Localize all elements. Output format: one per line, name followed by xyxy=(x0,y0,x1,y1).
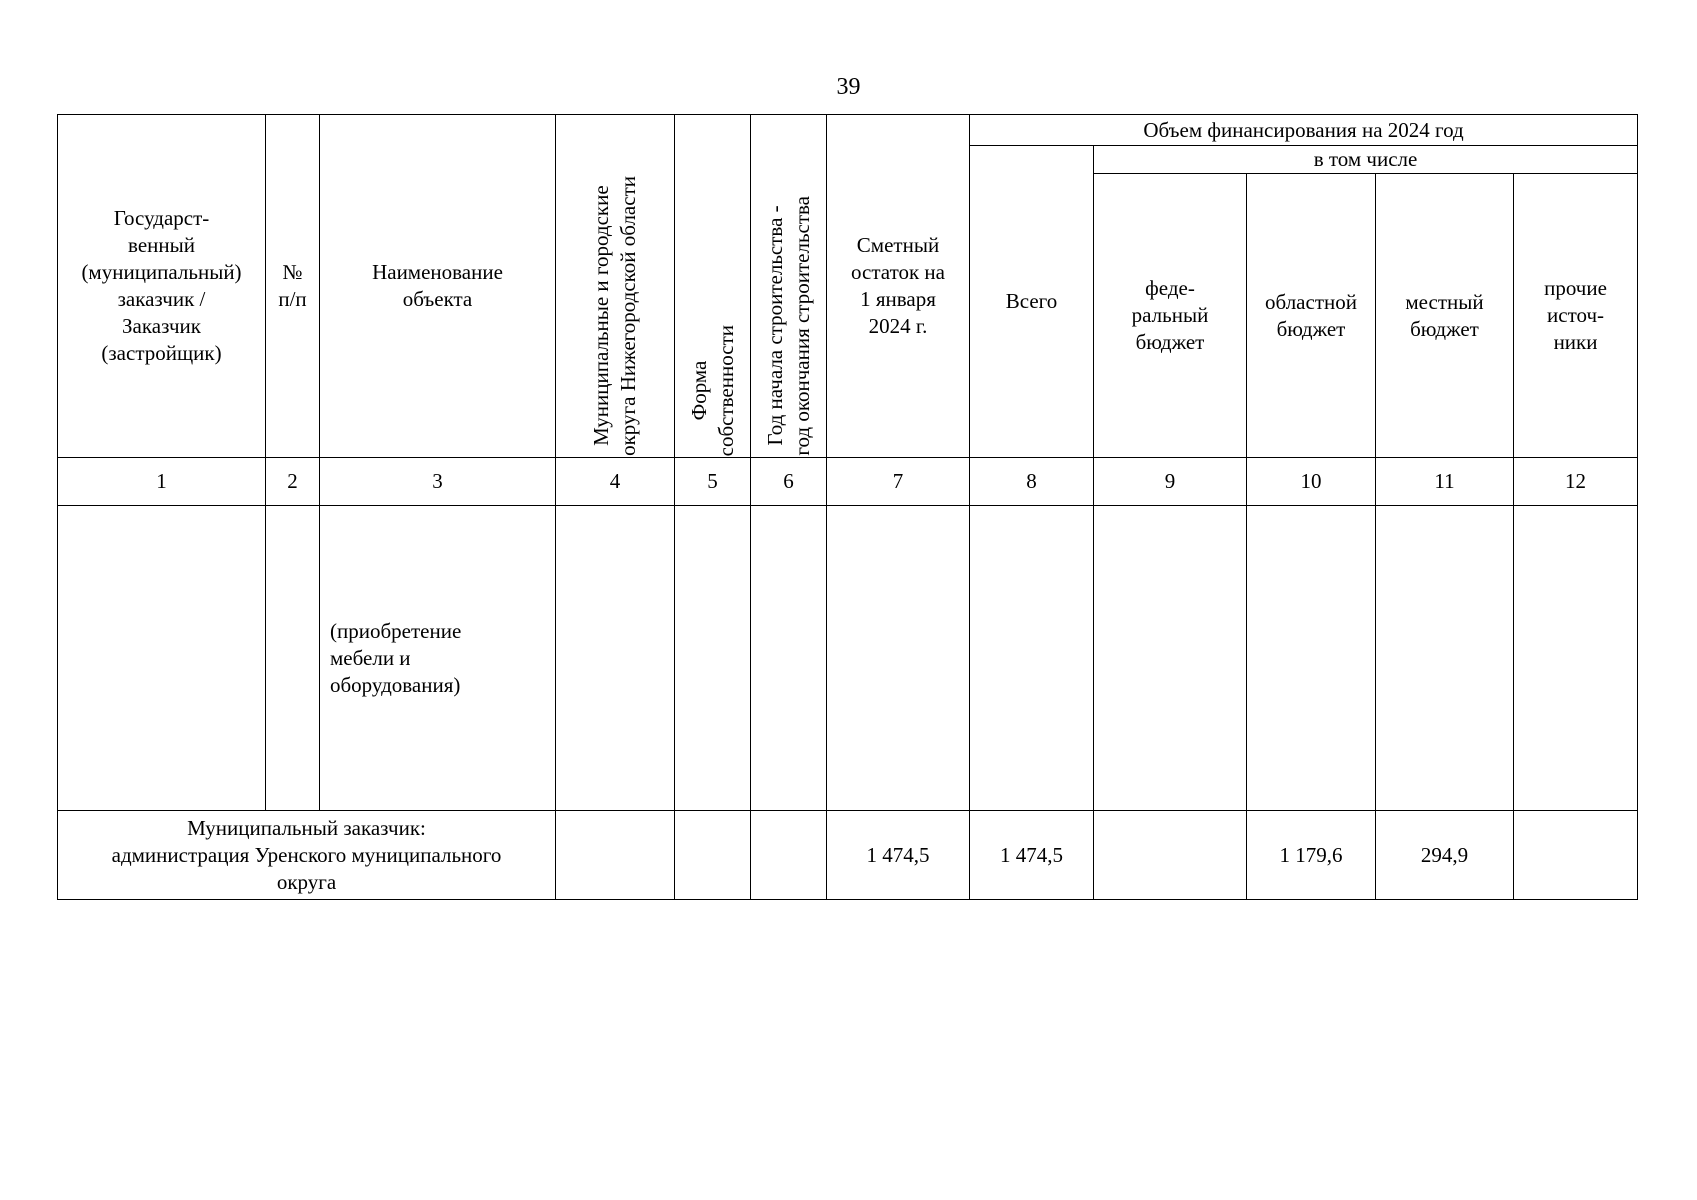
header-ownership-form xyxy=(675,115,751,458)
cell-empty xyxy=(1094,506,1247,811)
column-number: 9 xyxy=(1094,458,1247,506)
column-number: 2 xyxy=(266,458,320,506)
header-construction-years-text: Год начала строительства - год окончания строительства xyxy=(762,196,814,456)
header-municipal-districts-text: Муниципальные и городские округа Нижегородской области xyxy=(589,176,640,456)
header-total: Всего xyxy=(970,146,1094,458)
cell-empty xyxy=(751,811,827,900)
column-number: 8 xyxy=(970,458,1094,506)
column-number: 4 xyxy=(556,458,675,506)
cell-empty xyxy=(827,506,970,811)
header-including: в том числе xyxy=(1094,146,1638,174)
cell-empty xyxy=(970,506,1094,811)
column-number: 3 xyxy=(320,458,556,506)
column-number: 7 xyxy=(827,458,970,506)
column-number: 5 xyxy=(675,458,751,506)
header-customer: Государст- венный (муниципальный) заказчик / Заказчик (застройщик) xyxy=(58,115,266,458)
cell-empty xyxy=(1247,506,1376,811)
total-other xyxy=(1514,811,1638,900)
table-row xyxy=(58,506,1638,811)
column-number-row xyxy=(58,458,1638,506)
cell-empty xyxy=(58,506,266,811)
header-regional-budget: областной бюджет xyxy=(1247,174,1376,458)
cell-empty xyxy=(266,506,320,811)
total-label: Муниципальный заказчик: администрация Уренского муниципального округа xyxy=(58,811,556,900)
header-federal-budget: феде- ральный бюджет xyxy=(1094,174,1247,458)
cell-empty xyxy=(675,811,751,900)
cell-empty xyxy=(1514,506,1638,811)
header-funding-2024: Объем финансирования на 2024 год xyxy=(970,115,1638,146)
cell-empty xyxy=(556,811,675,900)
cell-object-name: (приобретение мебели и оборудования) xyxy=(320,506,556,811)
header-object-name: Наименование объекта xyxy=(320,115,556,458)
column-number: 1 xyxy=(58,458,266,506)
header-row-1 xyxy=(58,115,1638,146)
header-local-budget: местный бюджет xyxy=(1376,174,1514,458)
header-other-sources: прочие источ- ники xyxy=(1514,174,1638,458)
cell-empty xyxy=(751,506,827,811)
column-number: 11 xyxy=(1376,458,1514,506)
header-construction-years xyxy=(751,115,827,458)
cell-empty xyxy=(1376,506,1514,811)
total-local: 294,9 xyxy=(1376,811,1514,900)
total-federal xyxy=(1094,811,1247,900)
header-item-number: № п/п xyxy=(266,115,320,458)
total-estimated-balance: 1 474,5 xyxy=(827,811,970,900)
header-estimated-balance: Сметный остаток на 1 января 2024 г. xyxy=(827,115,970,458)
header-municipal-districts xyxy=(556,115,675,458)
total-regional: 1 179,6 xyxy=(1247,811,1376,900)
total-row xyxy=(58,811,1638,900)
financing-table xyxy=(57,114,1638,900)
column-number: 10 xyxy=(1247,458,1376,506)
header-ownership-form-text: Форма собственности xyxy=(686,324,738,456)
column-number: 12 xyxy=(1514,458,1638,506)
cell-empty xyxy=(675,506,751,811)
cell-empty xyxy=(556,506,675,811)
page-number: 39 xyxy=(836,74,861,100)
column-number: 6 xyxy=(751,458,827,506)
total-amount: 1 474,5 xyxy=(970,811,1094,900)
